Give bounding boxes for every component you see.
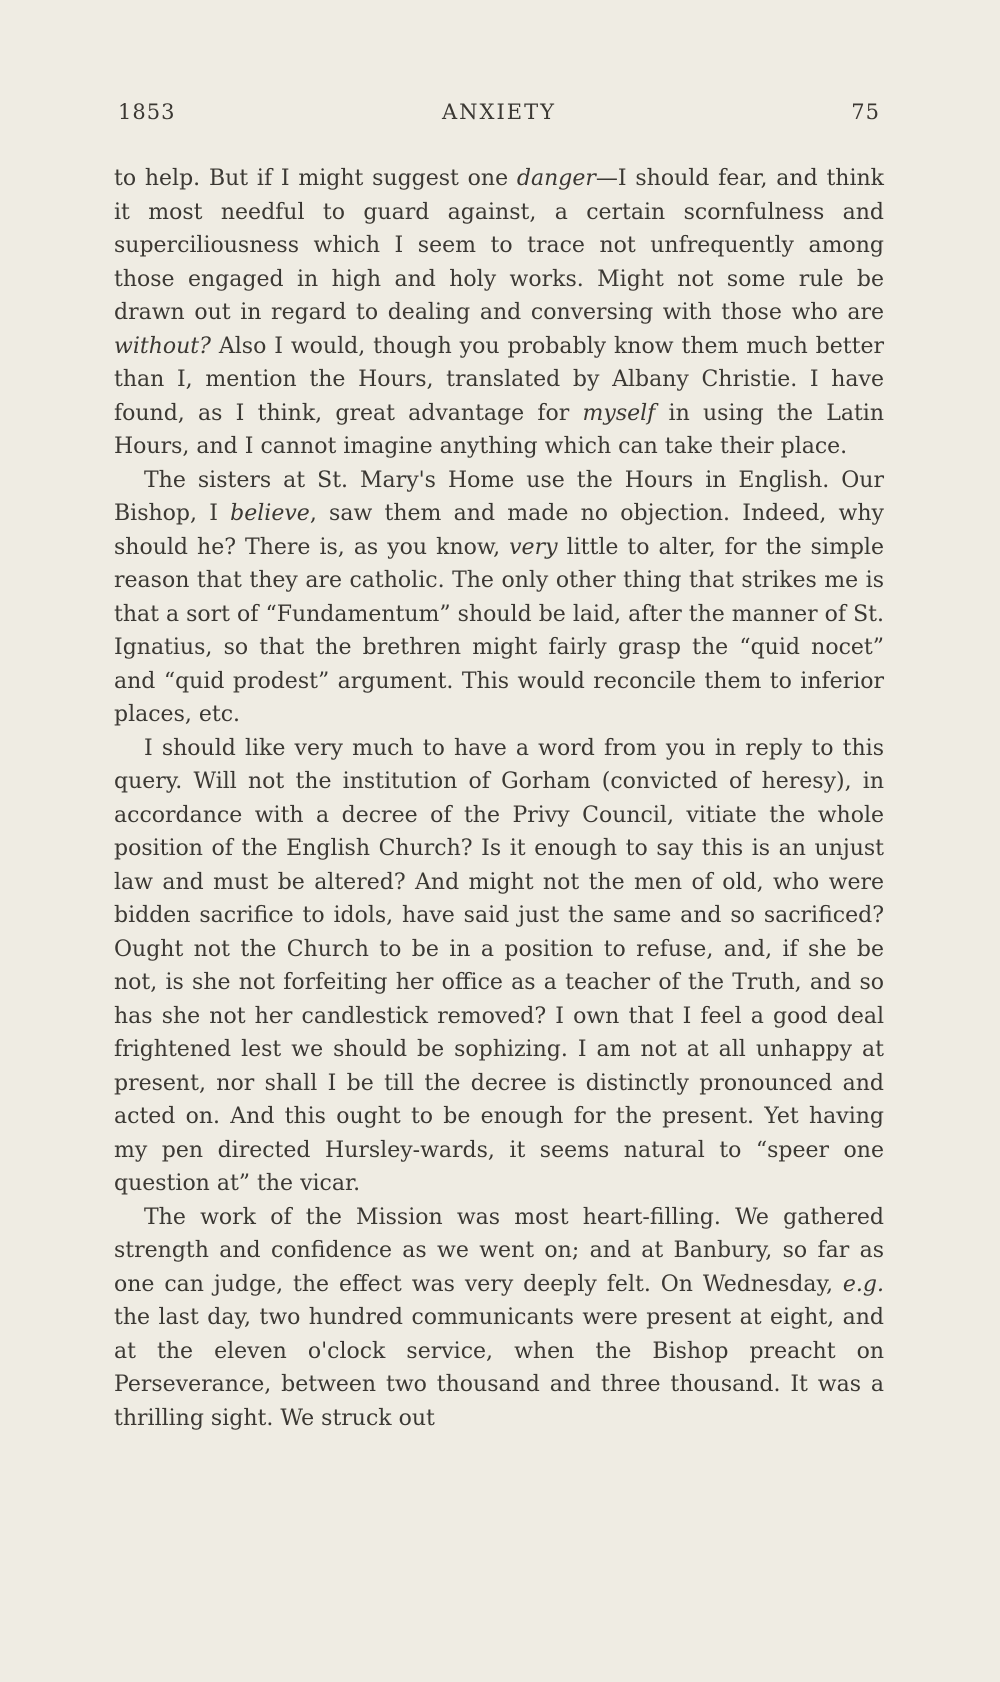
paragraph: [114, 464, 884, 732]
page-number: 75: [851, 100, 880, 124]
text-run: in using the Latin Hours, and I cannot imagine anything which can take their place.: [114, 400, 884, 459]
emphasis: without?: [114, 333, 211, 359]
chapter-title: ANXIETY: [442, 100, 556, 124]
emphasis: very: [509, 534, 558, 560]
text-run: the last day, two hundred communicants were present at eight, and at the eleven o'clock service, when the Bishop preacht on Perseverance, between two thousand and three thousand. It was a thrilling sight. We struck out: [114, 1305, 884, 1431]
text-run: little to alter, for the simple reason that they are catholic. The only other thing that strikes me is that a sort of “Fundamentum” should be laid, after the manner of St. Ignatius, so that the brethren might fairly grasp the “quid nocet” and “quid prodest” argument. This would reconcile them to inferior places, etc.: [114, 534, 884, 727]
emphasis: myself: [582, 400, 656, 426]
text-run: The work of the Mission was most heart-filling. We gathered strength and confidence as we went on; and at Banbury, so far as one can judge, the effect was very deeply felt. On Wednesday,: [114, 1204, 884, 1297]
paragraph: [114, 1201, 884, 1436]
header-year: 1853: [118, 100, 176, 124]
paragraph: [114, 732, 884, 1201]
text-run: I should like very much to have a word from you in reply to this query. Will not the institution of Gorham (convicted of heresy), in accordance with a decree of the Privy Council, vitiate the whole position of the English Church? Is it enough to say this is an unjust law and must be altered? And might not the men of old, who were bidden sacrifice to idols, have said just the same and so sacrificed? Ought not the Church to be in a position to refuse, and, if she be not, is she not forfeiting her office as a teacher of the Truth, and so has she not her candlestick removed? I own that I feel a good deal frightened lest we should be sophizing. I am not at all unhappy at present, nor shall I be till the decree is distinctly pronounced and acted on. And this ought to be enough for the present. Yet having my pen directed Hursley-wards, it seems natural to “speer one question at” the vicar.: [114, 735, 884, 1196]
running-header: [118, 100, 880, 136]
paragraph: [114, 162, 884, 464]
text-run: Also I would, though you probably know them much better than I, mention the Hours, translated by Albany Christie. I have found, as I think, great advantage for: [114, 333, 884, 426]
body-text: [114, 162, 884, 1435]
text-run: to help. But if I might suggest one: [114, 166, 517, 191]
emphasis: danger: [516, 166, 596, 191]
text-run: —I should fear, and think it most needful to guard against, a certain scornfulness and superciliousness which I seem to trace not unfrequently among those engaged in high and holy works. Might not some rule be drawn out in regard to dealing and conversing with those who are: [114, 166, 884, 325]
text-run: The sisters at St. Mary's Home use the Hours in English. Our Bishop, I: [114, 467, 884, 526]
emphasis: e.g.: [842, 1271, 884, 1297]
text-run: , saw them and made no objection. Indeed, why should he? There is, as you know,: [114, 501, 884, 560]
emphasis: believe: [230, 501, 310, 526]
